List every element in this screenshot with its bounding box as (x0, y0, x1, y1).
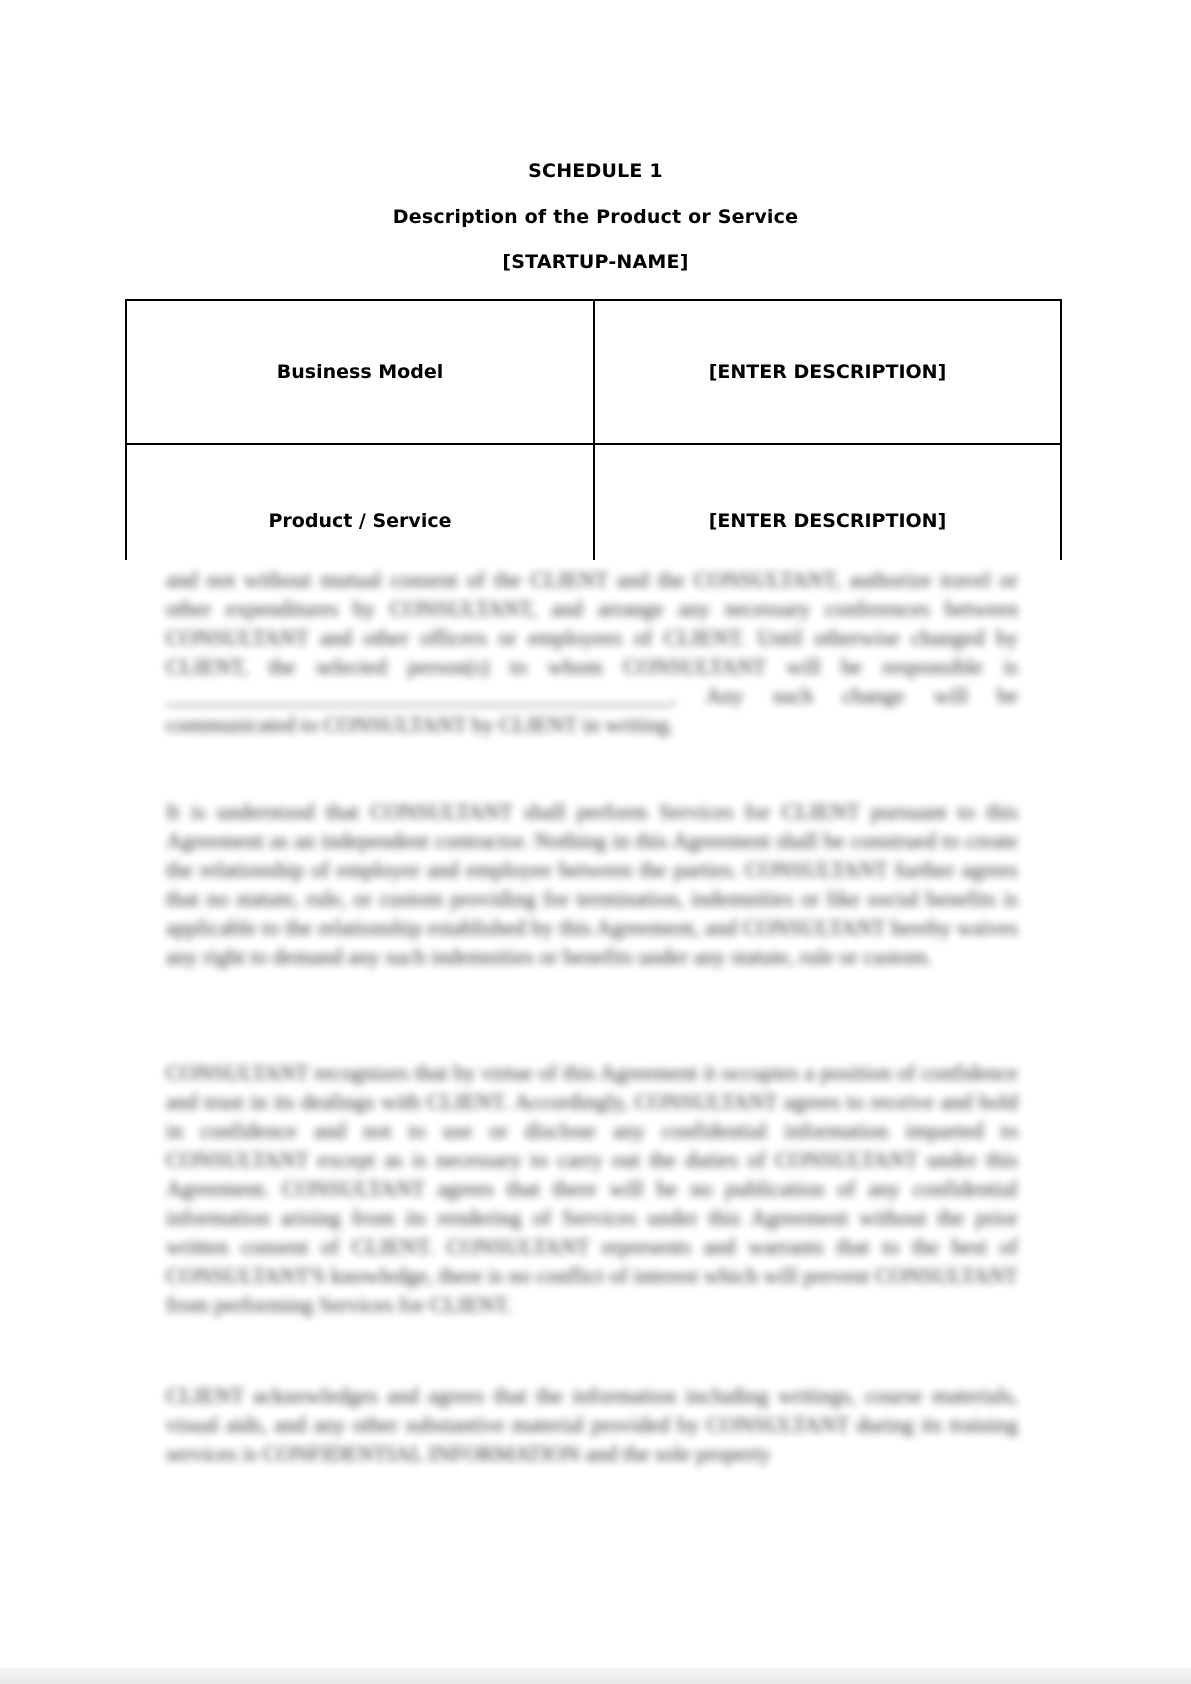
business-model-label: Business Model (126, 300, 594, 444)
blurred-paragraph: CONSULTANT recognizes that by virtue of this Agreement it occupies a position of confidence and trust in its dealings with CLIENT. Accordingly, CONSULTANT agrees to receive and hold in confidence and not to use or disclose any confidential information imparted to CONSULTANT except as is necessary to carry out the duties of CONSULTANT under this Agreement. CONSULTANT agrees that there will be no publication of any confidential information arising from its rendering of Services under this Agreement without the prior written consent of CLIENT. CONSULTANT represents and warrants that to the best of CONSULTANT'S knowledge, there is no conflict of interest which will prevent CONSULTANT from performing Services for CLIENT. (166, 1060, 1018, 1317)
schedule-title: SCHEDULE 1 (528, 160, 663, 182)
table-row (126, 300, 1061, 444)
product-service-value: [ENTER DESCRIPTION] (594, 444, 1061, 560)
page-bottom-edge (0, 1668, 1191, 1684)
description-table (125, 299, 1062, 560)
document-subtitle: Description of the Product or Service (392, 206, 799, 228)
blurred-paragraph: and not without mutual consent of the CLIENT and the CONSULTANT, authorize travel or other expenditures by CONSULTANT, and arrange any necessary conferences between CONSULTANT and other officers or employees of CLIENT. Until otherwise changed by CLIENT, the selected person(s) to whom CONSULTANT will be responsible is ______________________________________________. Any such change will be communicated to CONSULTANT by CLIENT in writing. (166, 567, 1018, 737)
startup-name: [STARTUP-NAME] (502, 251, 689, 273)
business-model-value: [ENTER DESCRIPTION] (594, 300, 1061, 444)
blurred-paragraph: It is understood that CONSULTANT shall perform Services for CLIENT pursuant to this Agreement as an independent contractor. Nothing in this Agreement shall be construed to create the relationship of employer and employee between the parties. CONSULTANT further agrees that no statute, rule, or custom providing for termination, indemnities or like social benefits is applicable to the relationship established by this Agreement, and CONSULTANT hereby waives any right to demand any such indemnities or benefits under any statute, rule or custom. (166, 799, 1018, 969)
blurred-paragraph: CLIENT acknowledges and agrees that the information including writings, course materials, visual aids, and any other substantive material provided by CONSULTANT during its training services is CONFIDENTIAL INFORMATION and the sole property (166, 1383, 1018, 1466)
product-service-label: Product / Service (126, 444, 594, 560)
table-row (126, 444, 1061, 560)
